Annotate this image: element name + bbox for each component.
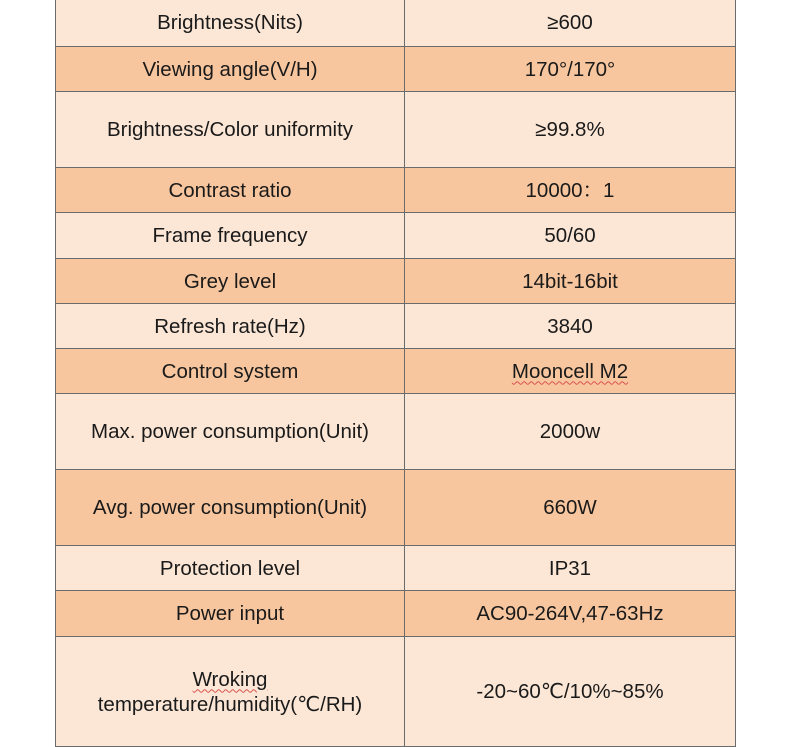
value-cell: AC90-264V,47-63Hz	[405, 591, 736, 637]
value-cell: 170°/170°	[405, 47, 736, 92]
table-row	[56, 349, 736, 394]
spec-table	[55, 0, 736, 747]
value-cell: IP31	[405, 546, 736, 591]
table-row	[56, 0, 736, 47]
value-cell	[405, 349, 736, 394]
param-cell: Protection level	[56, 546, 405, 591]
table-row	[56, 304, 736, 349]
value-cell: 10000：1	[405, 168, 736, 213]
param-cell: Brightness(Nits)	[56, 0, 405, 47]
param-cell: Viewing angle(V/H)	[56, 47, 405, 92]
param-cell: Refresh rate(Hz)	[56, 304, 405, 349]
value-cell: 14bit-16bit	[405, 259, 736, 304]
table-row	[56, 168, 736, 213]
table-row	[56, 259, 736, 304]
param-cell: Contrast ratio	[56, 168, 405, 213]
table-row	[56, 92, 736, 168]
param-cell: Brightness/Color uniformity	[56, 92, 405, 168]
param-cell: Control system	[56, 349, 405, 394]
param-cell: Power input	[56, 591, 405, 637]
value-cell: 50/60	[405, 213, 736, 259]
value-cell: ≥600	[405, 0, 736, 47]
value-cell: ≥99.8%	[405, 92, 736, 168]
table-row	[56, 47, 736, 92]
param-cell: Avg. power consumption(Unit)	[56, 470, 405, 546]
param-cell: Frame frequency	[56, 213, 405, 259]
param-cell: Grey level	[56, 259, 405, 304]
param-cell	[56, 637, 405, 747]
value-text: Mooncell M2	[511, 359, 629, 383]
table-row	[56, 637, 736, 747]
table-row	[56, 546, 736, 591]
value-cell: 660W	[405, 470, 736, 546]
param-cell: Max. power consumption(Unit)	[56, 394, 405, 470]
table-row	[56, 470, 736, 546]
value-cell: 2000w	[405, 394, 736, 470]
param-text-line2: temperature/humidity(℃/RH)	[97, 692, 363, 716]
param-text-line1: Wroking	[192, 667, 268, 691]
table-row	[56, 213, 736, 259]
value-cell: 3840	[405, 304, 736, 349]
table-row	[56, 394, 736, 470]
table-row	[56, 591, 736, 637]
value-cell: -20~60℃/10%~85%	[405, 637, 736, 747]
